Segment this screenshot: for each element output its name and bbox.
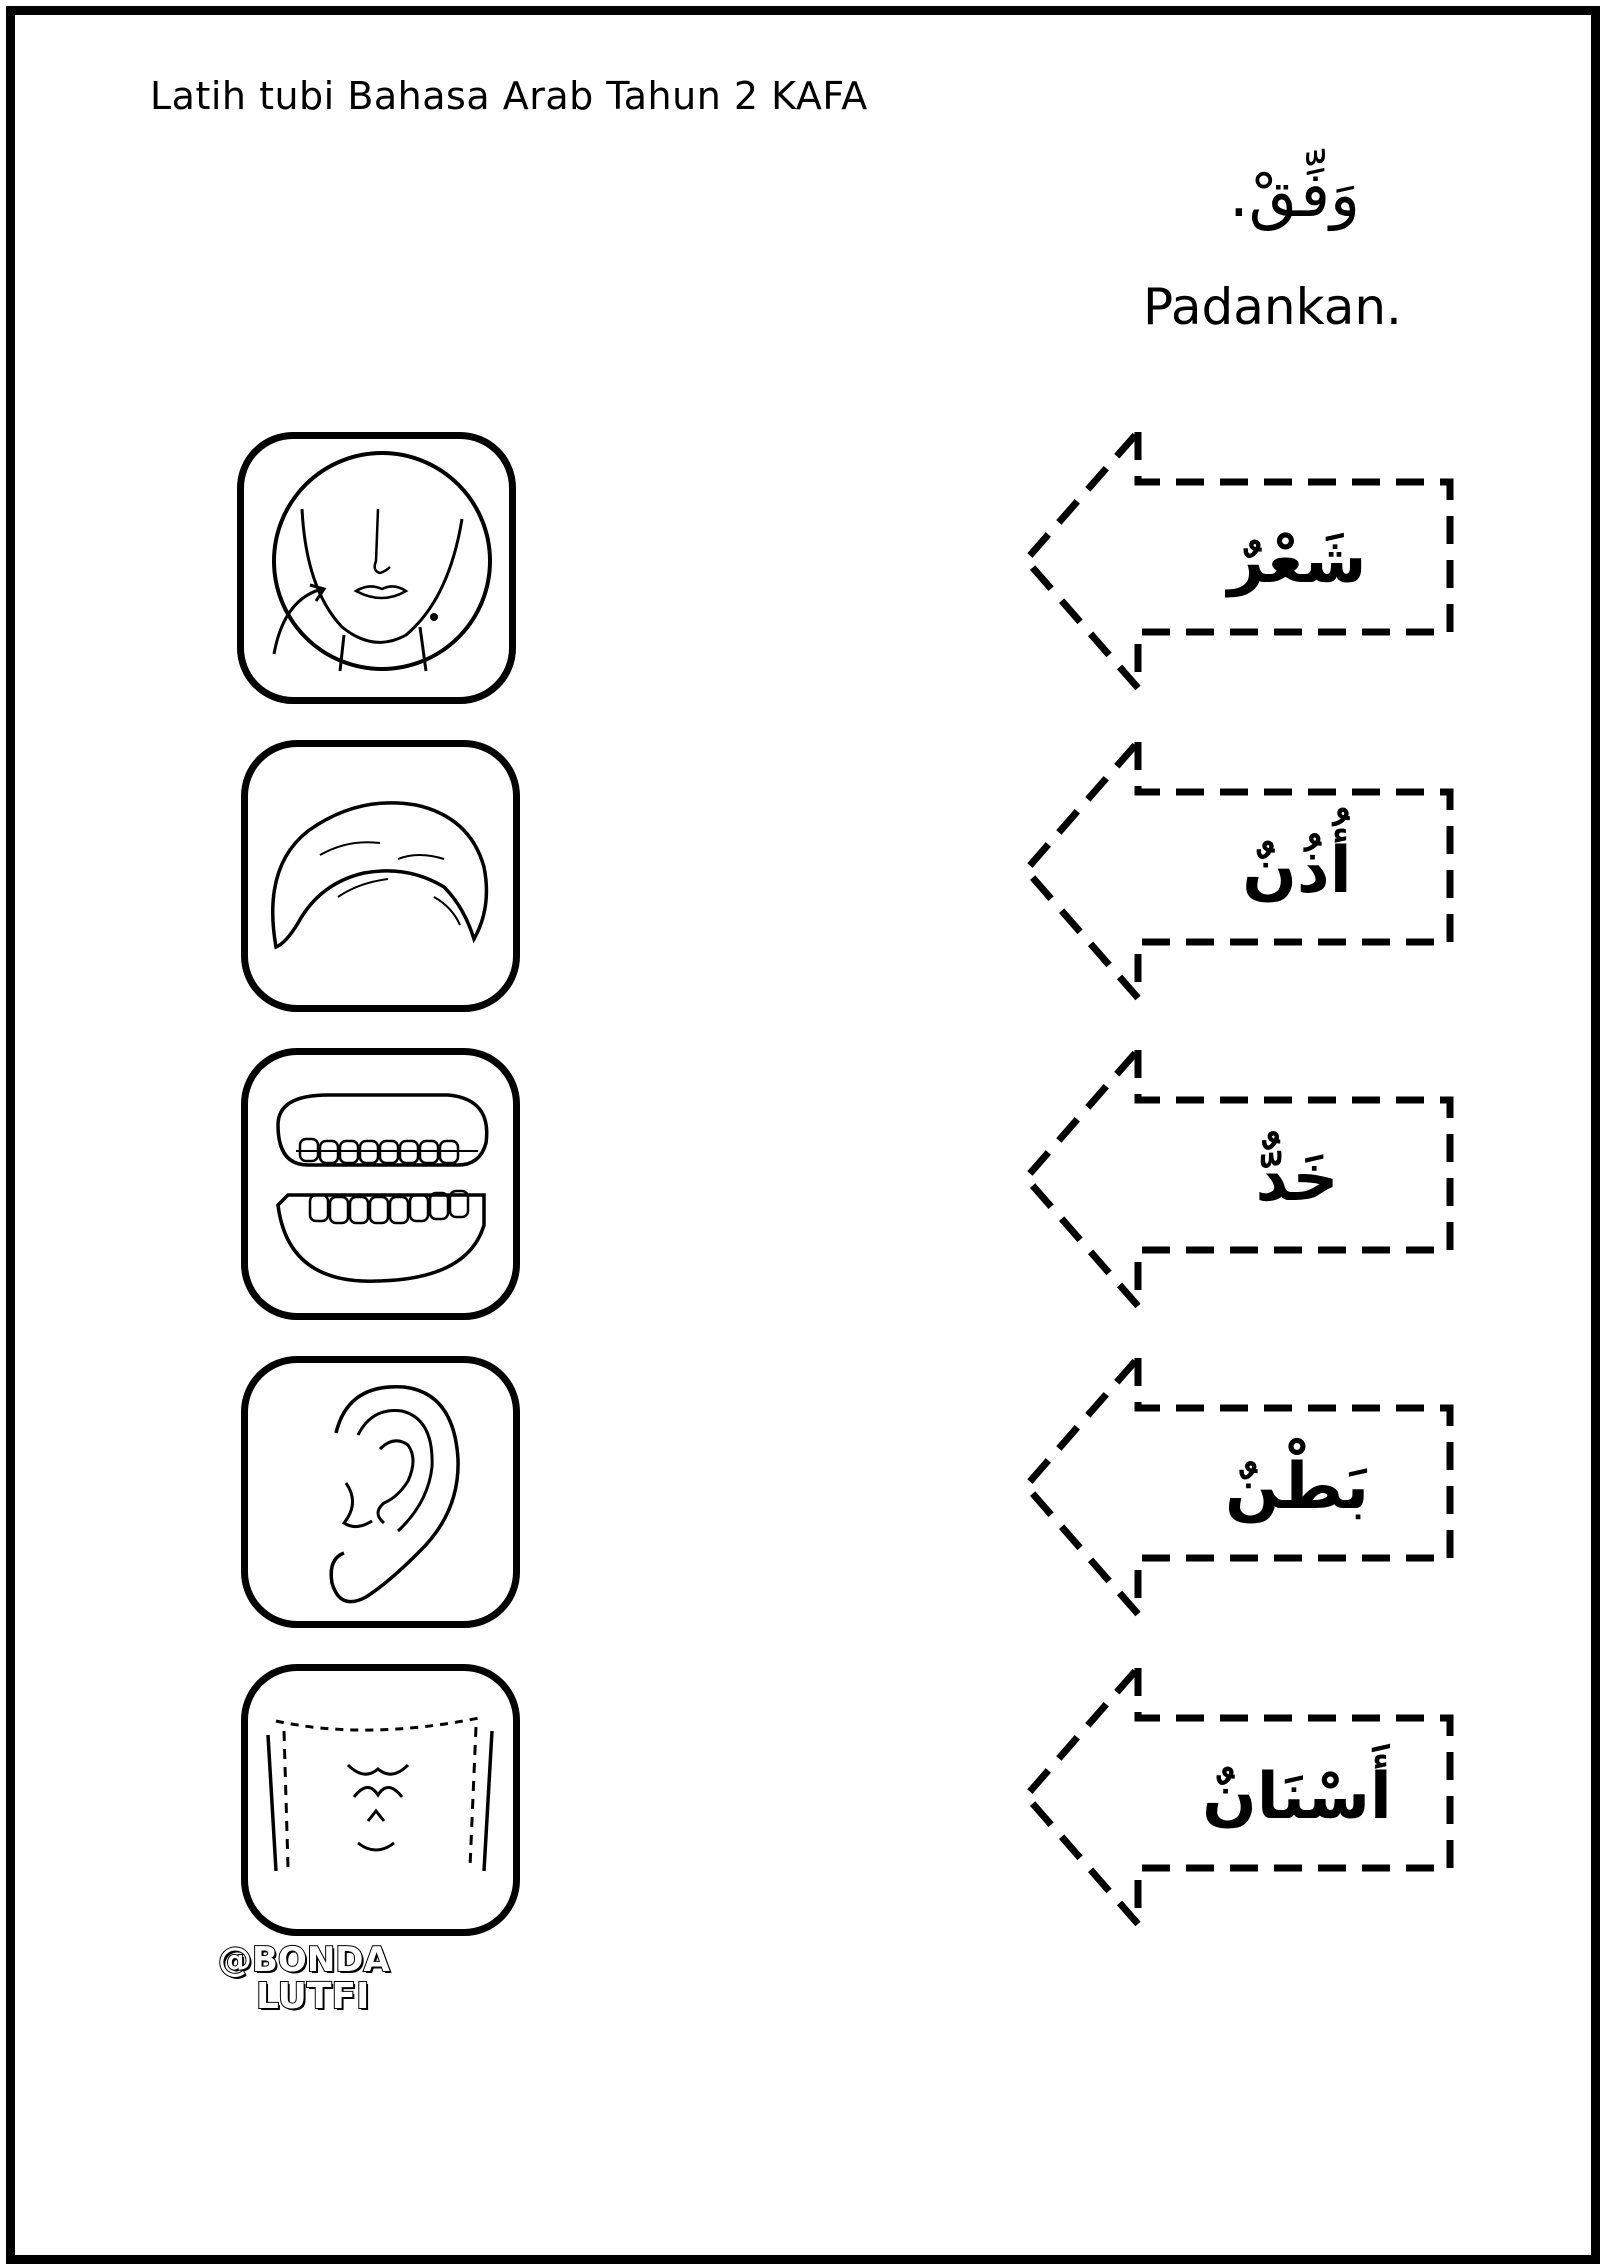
arabic-word: خَدٌّ (1255, 1142, 1339, 1216)
ear-icon (248, 1363, 513, 1621)
arabic-word: شَعْرٌ (1227, 524, 1367, 598)
hair-icon (248, 747, 513, 1005)
logo-line-2: LUTFI (256, 1976, 370, 2017)
word-arrow-1[interactable] (1022, 428, 1458, 692)
picture-card-chin[interactable] (237, 432, 516, 704)
page-title: Latih tubi Bahasa Arab Tahun 2 KAFA (150, 74, 868, 118)
word-arrow-4[interactable] (1022, 1354, 1458, 1618)
belly-icon (248, 1671, 513, 1929)
picture-card-teeth[interactable] (241, 1048, 520, 1320)
arabic-word: أُذُنٌ (1242, 834, 1352, 908)
word-arrow-3[interactable] (1022, 1046, 1458, 1310)
arabic-word: بَطْنٌ (1225, 1450, 1369, 1524)
picture-card-belly[interactable] (241, 1664, 520, 1936)
picture-card-hair[interactable] (241, 740, 520, 1012)
bonda-lutfi-logo (218, 1940, 390, 2022)
logo-line-1: @BONDA (218, 1940, 390, 1980)
word-arrow-2[interactable] (1022, 738, 1458, 1002)
picture-card-ear[interactable] (241, 1356, 520, 1628)
arabic-word: أَسْنَانٌ (1202, 1760, 1392, 1834)
instruction-malay: Padankan. (1143, 278, 1402, 336)
teeth-icon (248, 1055, 513, 1313)
instruction-arabic: وَفِّقْ. (1229, 158, 1360, 231)
word-arrow-5[interactable] (1022, 1664, 1458, 1928)
face-chin-icon (244, 439, 509, 697)
